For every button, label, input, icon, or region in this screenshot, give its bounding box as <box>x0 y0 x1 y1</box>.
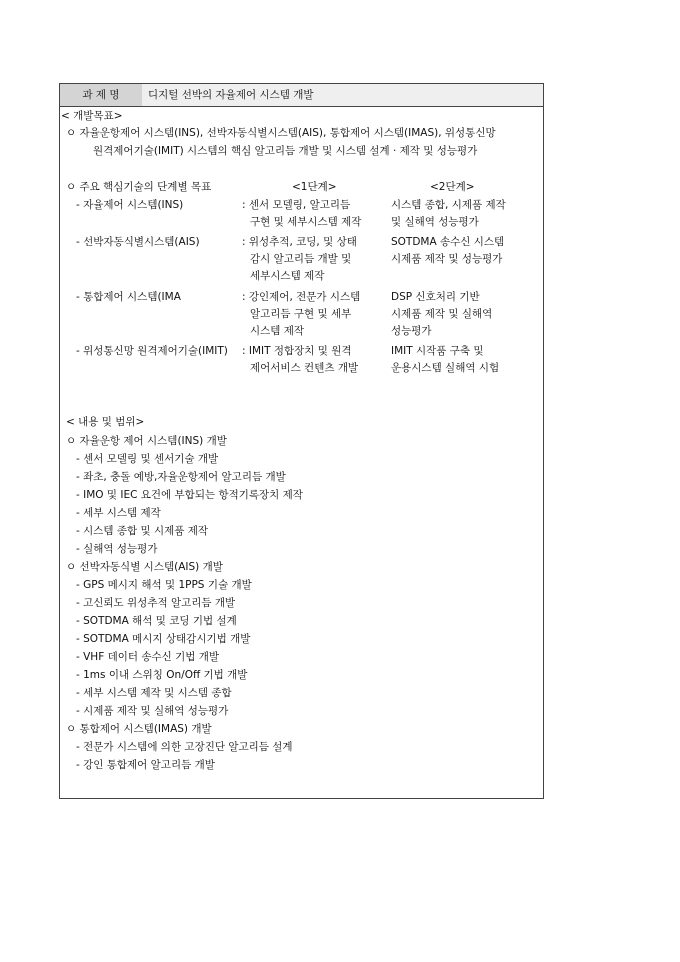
stage1-label: <1단계> <box>292 181 337 193</box>
stage-row-name: - 통합제어 시스템(IMA <box>76 291 181 303</box>
stage1-text: : 강인제어, 전문가 시스템 <box>242 291 361 303</box>
goal-heading: < 개발목표> <box>61 110 123 122</box>
scope-section: ㅇ 자율운항 제어 시스템(INS) 개발 <box>66 435 227 447</box>
stage-heading: ㅇ 주요 핵심기술의 단계별 목표 <box>66 181 212 193</box>
stage2-text: 시제품 제작 및 성능평가 <box>391 253 503 265</box>
stage1-text: 감시 알고리듬 개발 및 <box>250 253 352 265</box>
scope-section: ㅇ 선박자동식별 시스템(AIS) 개발 <box>66 561 223 573</box>
scope-item: - SOTDMA 메시지 상태감시기법 개발 <box>76 633 251 645</box>
scope-item: - 1ms 이내 스위칭 On/Off 기법 개발 <box>76 669 248 681</box>
stage1-text: 세부시스템 제작 <box>250 270 325 282</box>
scope-section: ㅇ 통합제어 시스템(IMAS) 개발 <box>66 723 212 735</box>
scope-item: - 세부 시스템 제작 <box>76 507 161 519</box>
stage1-text: : 위성추적, 코딩, 및 상태 <box>242 236 357 248</box>
stage2-text: 시제품 제작 및 실해역 <box>391 308 493 320</box>
stage1-text: : IMIT 정합장치 및 원격 <box>242 345 352 357</box>
scope-item: - 강인 통합제어 알고리듬 개발 <box>76 759 215 771</box>
stage2-text: 및 실해역 성능평가 <box>391 216 479 228</box>
stage-row-name: - 자율제어 시스템(INS) <box>76 199 184 211</box>
stage2-text: 성능평가 <box>391 325 432 337</box>
stage1-text: 제어서비스 컨텐츠 개발 <box>250 362 359 374</box>
scope-item: - 실해역 성능평가 <box>76 543 158 555</box>
scope-heading: < 내용 및 범위> <box>66 416 145 428</box>
stage2-text: 시스템 종합, 시제품 제작 <box>391 199 506 211</box>
stage2-text: IMIT 시작품 구축 및 <box>391 345 484 357</box>
goal-overview-line-2: 원격제어기술(IMIT) 시스템의 핵심 알고리듬 개발 및 시스템 설계 · 제작 및 성능평가 <box>93 145 478 157</box>
scope-item: - 세부 시스템 제작 및 시스템 종합 <box>76 687 232 699</box>
stage-row-name: - 위성통신망 원격제어기술(IMIT) <box>76 345 228 357</box>
stage2-text: 운용시스템 실해역 시험 <box>391 362 500 374</box>
scope-item: - 시스템 종합 및 시제품 제작 <box>76 525 209 537</box>
stage1-text: : 센서 모델링, 알고리듬 <box>242 199 351 211</box>
project-title: 디지털 선박의 자율제어 시스템 개발 <box>142 84 543 106</box>
scope-item: - 고신뢰도 위성추적 알고리듬 개발 <box>76 597 236 609</box>
scope-item: - VHF 데이터 송수신 기법 개발 <box>76 651 220 663</box>
table-header-row <box>60 84 543 107</box>
scope-item: - IMO 및 IEC 요건에 부합되는 항적기록장치 제작 <box>76 489 303 501</box>
goal-overview-line-1: ㅇ 자율운항제어 시스템(INS), 선박자동식별시스템(AIS), 통합제어 시스템(IMAS), 위성통신망 <box>66 127 496 139</box>
stage2-text: DSP 신호처리 기반 <box>391 291 480 303</box>
stage-row-name: - 선박자동식별시스템(AIS) <box>76 236 200 248</box>
scope-item: - 센서 모델링 및 센서기술 개발 <box>76 453 219 465</box>
stage2-text: SOTDMA 송수신 시스템 <box>391 236 505 248</box>
stage2-label: <2단계> <box>430 181 475 193</box>
stage1-text: 구현 및 세부시스템 제작 <box>250 216 362 228</box>
project-name-label: 과 제 명 <box>60 84 143 106</box>
scope-item: - 좌초, 충돌 예방,자율운항제어 알고리듬 개발 <box>76 471 286 483</box>
scope-item: - SOTDMA 해석 및 코딩 기법 설계 <box>76 615 237 627</box>
scope-item: - 시제품 제작 및 실해역 성능평가 <box>76 705 229 717</box>
scope-item: - GPS 메시지 해석 및 1PPS 기술 개발 <box>76 579 252 591</box>
stage1-text: 시스템 제작 <box>250 325 305 337</box>
stage1-text: 알고리듬 구현 및 세부 <box>250 308 352 320</box>
project-table <box>59 83 544 799</box>
scope-item: - 전문가 시스템에 의한 고장진단 알고리듬 설계 <box>76 741 293 753</box>
